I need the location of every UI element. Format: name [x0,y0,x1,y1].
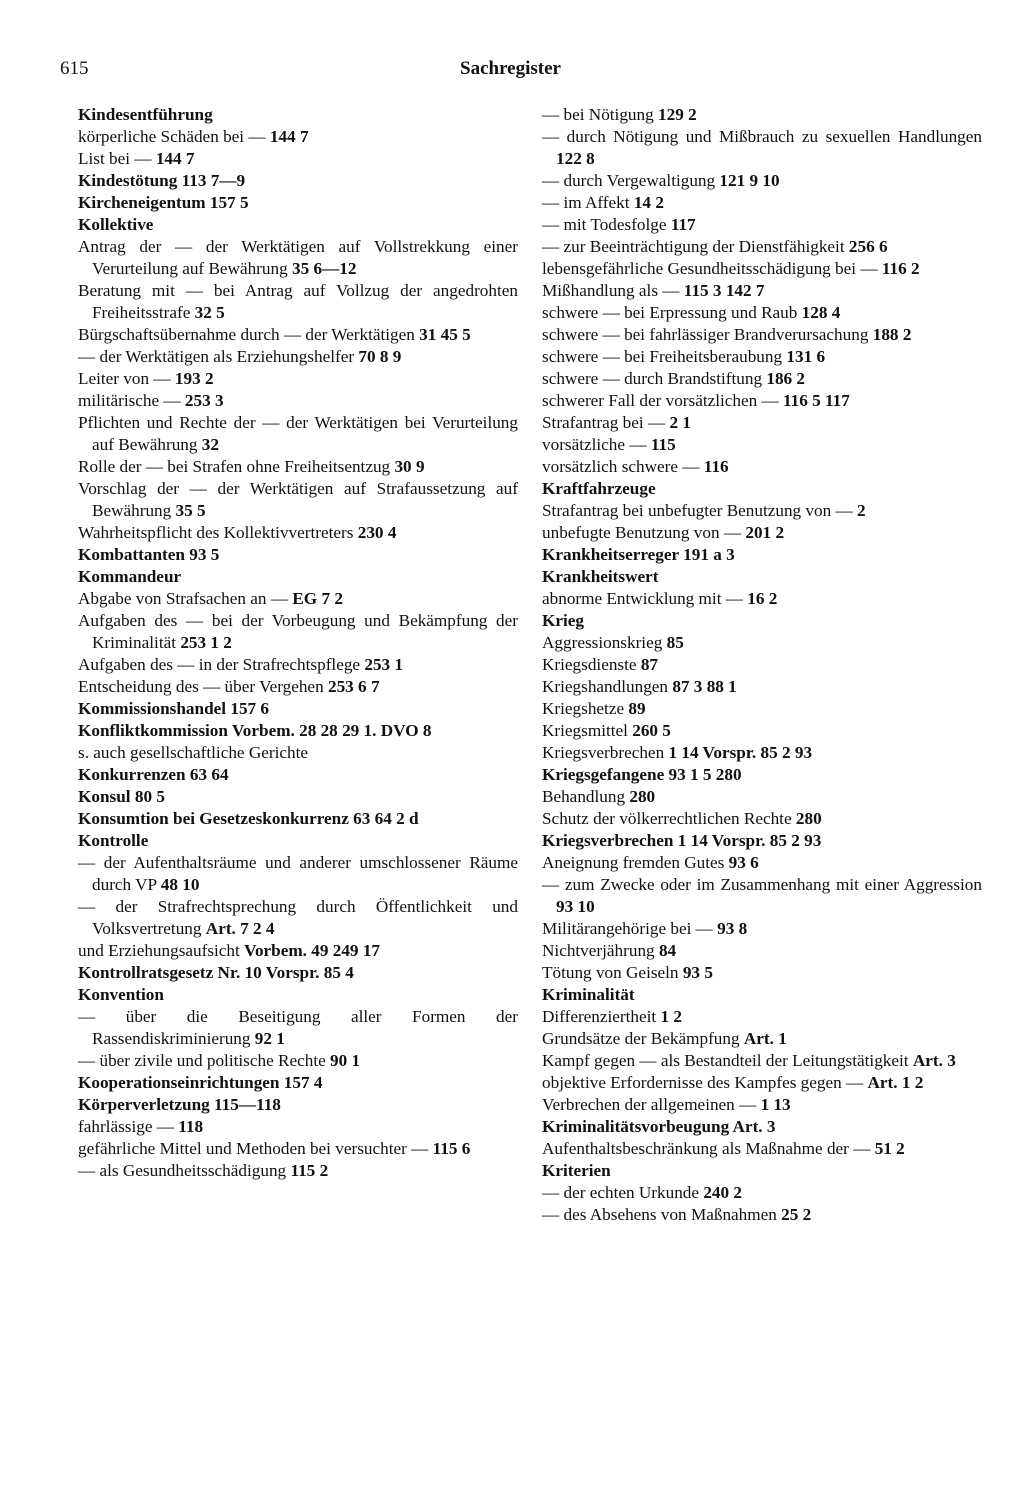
index-entry [542,632,982,654]
index-entry [542,390,982,412]
index-heading [78,808,518,830]
index-entry [542,456,982,478]
entry-term: Pflichten und Rechte der — der Werktätigen bei Verurteilung auf Bewährung [78,413,518,454]
entry-term: fahrlässige — [78,1117,174,1136]
entry-reference: 188 2 [872,325,912,344]
entry-term: Tötung von Geiseln [542,963,679,982]
entry-term: Konsumtion bei Gesetzeskonkurrenz [78,809,349,828]
entry-reference: 2 1 [669,413,691,432]
entry-reference: 93 5 [682,963,713,982]
index-heading [78,764,518,786]
entry-reference: 87 [640,655,658,674]
entry-reference: 93 6 [728,853,759,872]
index-entry [542,236,982,258]
entry-reference: 51 2 [874,1139,905,1158]
entry-reference: 63 64 2 d [353,809,419,828]
entry-term: Aufenthaltsbeschränkung als Maßnahme der — [542,1139,871,1158]
index-heading [78,830,518,852]
index-heading [542,566,982,588]
entry-reference: 93 8 [717,919,748,938]
index-entry [542,170,982,192]
index-entry [542,368,982,390]
entry-term: Beratung mit — bei Antrag auf Vollzug der angedrohten Freiheitsstrafe [78,281,518,322]
entry-term: Bürgschaftsübernahme durch — der Werktätigen [78,325,415,344]
entry-reference: 25 2 [781,1205,812,1224]
entry-reference: 280 [795,809,822,828]
entry-term: Konsul [78,787,131,806]
entry-term: — über die Beseitigung aller Formen der Rassendiskriminierung [78,1007,518,1048]
entry-term: Kriegsverbrechen [542,743,665,762]
entry-term: — der Werktätigen als Erziehungshelfer [78,347,355,366]
entry-term: Aggressionskrieg [542,633,663,652]
entry-reference: 193 2 [174,369,214,388]
entry-term: Militärangehörige bei — [542,919,713,938]
entry-reference: 16 2 [747,589,778,608]
entry-term: — bei Nötigung [542,105,654,124]
index-entry [542,258,982,280]
index-heading [78,214,518,236]
index-entry [542,962,982,984]
entry-reference: 129 2 [658,105,697,124]
index-entry [542,302,982,324]
entry-term: Kooperationseinrichtungen [78,1073,280,1092]
entry-term: Kraftfahrzeuge [542,479,656,498]
index-heading [78,698,518,720]
entry-term: Schutz der völkerrechtlichen Rechte [542,809,792,828]
index-entry [542,940,982,962]
index-heading [542,610,982,632]
page-header [60,58,960,88]
index-heading [78,170,518,192]
index-heading [542,1160,982,1182]
entry-reference: 201 2 [745,523,785,542]
entry-term: — im Affekt [542,193,630,212]
entry-reference: 253 1 [364,655,404,674]
entry-term: — zur Beeinträchtigung der Dienstfähigkeit [542,237,845,256]
entry-term: lebensgefährliche Gesundheitsschädigung bei — [542,259,878,278]
entry-reference: 157 5 [209,193,249,212]
entry-term: schwere — bei Erpressung und Raub [542,303,798,322]
entry-reference: 115 6 [432,1139,471,1158]
entry-term: — der echten Urkunde [542,1183,700,1202]
index-entry [78,676,518,698]
index-entry [542,1182,982,1204]
entry-reference: 113 7—9 [181,171,246,190]
index-entry [542,434,982,456]
entry-reference: 115—118 [214,1095,281,1114]
entry-term: Kircheneigentum [78,193,206,212]
index-entry [78,896,518,940]
index-heading [542,984,982,1006]
entry-term: körperliche Schäden bei — [78,127,266,146]
entry-reference: 14 2 [633,193,664,212]
entry-term: Krankheitserreger [542,545,679,564]
entry-reference: 115 3 142 7 [683,281,765,300]
entry-reference: 157 6 [230,699,270,718]
entry-reference: 93 5 [189,545,220,564]
entry-term: Konkurrenzen [78,765,186,784]
entry-term: Nichtverjährung [542,941,655,960]
index-entry [542,654,982,676]
entry-reference: 144 7 [269,127,309,146]
entry-reference: 90 1 [330,1051,361,1070]
entry-reference: 116 2 [881,259,920,278]
index-entry [542,1072,982,1094]
index-entry [542,588,982,610]
entry-reference: 35 5 [175,501,206,520]
entry-term: objektive Erfordernisse des Kampfes gegen — [542,1073,864,1092]
entry-term: Rolle der — bei Strafen ohne Freiheitsentzug [78,457,391,476]
entry-term: Kommissionshandel [78,699,227,718]
entry-reference: 280 [629,787,656,806]
index-entry [78,1006,518,1050]
entry-term: Kommandeur [78,567,182,586]
index-entry [78,654,518,676]
entry-term: Kindesentführung [78,105,213,124]
entry-reference: 131 6 [786,347,826,366]
entry-reference: 31 45 5 [419,325,471,344]
entry-term: Mißhandlung als — [542,281,680,300]
index-entry [542,192,982,214]
entry-reference: 93 10 [556,897,595,916]
entry-term: Kampf gegen — als Bestandteil der Leitungstätigkeit [542,1051,909,1070]
entry-term: Wahrheitspflicht des Kollektivvertreters [78,523,354,542]
index-heading [78,1072,518,1094]
index-entry [542,786,982,808]
entry-term: Kombattanten [78,545,185,564]
entry-term: — durch Vergewaltigung [542,171,716,190]
entry-reference: Vorbem. 49 249 17 [244,941,381,960]
index-heading [542,830,982,852]
entry-reference: 116 [703,457,729,476]
index-heading [542,478,982,500]
entry-term: schwere — bei Freiheitsberaubung [542,347,783,366]
index-entry [78,1160,518,1182]
entry-reference: 144 7 [155,149,195,168]
index-entry [542,1028,982,1050]
entry-term: Krieg [542,611,584,630]
index-entry [542,522,982,544]
index-entry [78,742,518,764]
entry-term: Aufgaben des — in der Strafrechtspflege [78,655,361,674]
index-entry [542,1006,982,1028]
entry-term: Kriegsverbrechen [542,831,674,850]
index-entry [542,324,982,346]
entry-reference: Art. 1 2 [867,1073,924,1092]
entry-reference: 260 5 [632,721,671,740]
entry-reference: 256 6 [848,237,888,256]
index-heading [542,1116,982,1138]
index-entry [78,940,518,962]
entry-reference: Art. 1 [743,1029,787,1048]
entry-term: Vorschlag der — der Werktätigen auf Strafaussetzung auf Bewährung [78,479,518,520]
index-entry [542,214,982,236]
entry-term: Krankheitswert [542,567,659,586]
index-heading [78,192,518,214]
index-heading [542,764,982,786]
entry-term: — durch Nötigung und Mißbrauch zu sexuellen Handlungen [542,127,982,146]
entry-reference: 253 1 2 [180,633,232,652]
index-entry [542,742,982,764]
entry-reference: 84 [658,941,677,960]
entry-reference: 191 a 3 [683,545,735,564]
entry-term: — zum Zwecke oder im Zusammenhang mit einer Aggression [542,875,982,894]
index-entry [78,390,518,412]
index-heading [78,720,518,742]
index-entry [78,1116,518,1138]
entry-term: — der Strafrechtsprechung durch Öffentlichkeit und Volksvertretung [78,897,518,938]
index-entry [542,412,982,434]
index-heading [78,786,518,808]
entry-reference: 87 3 88 1 [672,677,737,696]
entry-reference: Vorspr. 85 4 [265,963,354,982]
entry-term: — der Aufenthaltsräume und anderer umschlossener Räume durch VP [78,853,518,894]
entry-reference: 230 4 [357,523,397,542]
index-entry [78,236,518,280]
entry-term: Kindestötung [78,171,178,190]
entry-reference: 118 [178,1117,204,1136]
entry-term: Kollektive [78,215,154,234]
entry-reference: 48 10 [160,875,200,894]
index-entry [78,324,518,346]
entry-reference: 253 3 [184,391,224,410]
index-entry [542,280,982,302]
entry-reference: 30 9 [394,457,425,476]
entry-term: Leiter von — [78,369,171,388]
index-entry [542,720,982,742]
entry-reference: 1 13 [760,1095,791,1114]
entry-reference: 1 14 Vorspr. 85 2 93 [668,743,813,762]
entry-reference: 32 5 [194,303,225,322]
entry-reference: 80 5 [134,787,165,806]
entry-term: schwerer Fall der vorsätzlichen — [542,391,779,410]
index-entry [542,126,982,170]
index-entry [78,280,518,324]
entry-term: — als Gesundheitsschädigung [78,1161,287,1180]
index-entry [542,874,982,918]
entry-reference: 92 1 [254,1029,285,1048]
index-entry [78,522,518,544]
entry-term: schwere — durch Brandstiftung [542,369,763,388]
entry-term: gefährliche Mittel und Methoden bei versuchter — [78,1139,429,1158]
entry-term: Differenziertheit [542,1007,657,1026]
entry-term: und Erziehungsaufsicht [78,941,240,960]
entry-reference: 1 2 [660,1007,682,1026]
entry-reference: Art. 7 2 4 [205,919,275,938]
entry-term: abnorme Entwicklung mit — [542,589,743,608]
entry-term: Kriegsgefangene [542,765,665,784]
entry-term: Konvention [78,985,164,1004]
entry-term: Entscheidung des — über Vergehen [78,677,324,696]
index-entry [78,368,518,390]
entry-reference: 122 8 [556,149,595,168]
entry-term: Kriterien [542,1161,611,1180]
entry-term: s. auch gesellschaftliche Gerichte [78,743,309,762]
entry-term: Grundsätze der Bekämpfung [542,1029,740,1048]
entry-term: unbefugte Benutzung von — [542,523,742,542]
index-heading [78,1094,518,1116]
entry-reference: 157 4 [283,1073,323,1092]
index-heading [78,104,518,126]
entry-term: militärische — [78,391,181,410]
entry-reference: 93 1 5 280 [668,765,742,784]
index-heading [78,984,518,1006]
entry-term: Konfliktkommission [78,721,228,740]
entry-reference: 32 [201,435,219,454]
entry-term: Aneignung fremden Gutes [542,853,725,872]
index-entry [78,852,518,896]
index-entry [78,610,518,654]
entry-term: vorsätzliche — [542,435,647,454]
index-entry [542,918,982,940]
entry-term: — des Absehens von Maßnahmen [542,1205,777,1224]
entry-term: Kriegsmittel [542,721,628,740]
entry-term: Behandlung [542,787,626,806]
index-heading [542,544,982,566]
entry-term: schwere — bei fahrlässiger Brandverursachung [542,325,869,344]
index-entry [78,1138,518,1160]
entry-term: — über zivile und politische Rechte [78,1051,326,1070]
entry-reference: 116 5 117 [783,391,850,410]
index-entry [78,456,518,478]
entry-reference: 186 2 [766,369,806,388]
entry-term: Körperverletzung [78,1095,210,1114]
index-entry [542,1204,982,1226]
index-entry [542,500,982,522]
index-entry [78,478,518,522]
entry-term: Kriegshetze [542,699,625,718]
entry-reference: 1 14 Vorspr. 85 2 93 [677,831,822,850]
index-entry [78,412,518,456]
entry-term: Kriegshandlungen [542,677,669,696]
index-heading [78,962,518,984]
index-entry [542,1138,982,1160]
entry-reference: 128 4 [801,303,841,322]
index-entry [542,1050,982,1072]
entry-reference: Vorbem. 28 28 29 1. DVO 8 [231,721,432,740]
running-title: Sachregister [460,58,561,79]
index-heading [78,566,518,588]
index-entry [78,126,518,148]
entry-term: Abgabe von Strafsachen an — [78,589,289,608]
entry-term: Aufgaben des — bei der Vorbeugung und Bekämpfung der Kriminalität [78,611,518,652]
index-entry [542,1094,982,1116]
entry-reference: 35 6—12 [291,259,357,278]
entry-reference: 85 [666,633,684,652]
index-entry [78,148,518,170]
entry-term: vorsätzlich schwere — [542,457,700,476]
entry-term: Kriminalitätsvorbeugung [542,1117,730,1136]
index-entry [542,698,982,720]
page-number: 615 [60,58,89,79]
entry-reference: 63 64 [189,765,229,784]
entry-term: Kontrollratsgesetz Nr. 10 [78,963,262,982]
entry-term: Verbrechen der allgemeinen — [542,1095,757,1114]
entry-reference: 115 2 [290,1161,329,1180]
entry-reference: 70 8 9 [358,347,402,366]
entry-term: Kontrolle [78,831,149,850]
index-entry [78,588,518,610]
entry-term: Antrag der — der Werktätigen auf Vollstrekkung einer Verurteilung auf Bewährung [78,237,518,278]
index-entry [542,808,982,830]
entry-reference: 117 [670,215,696,234]
entry-reference: 115 [650,435,676,454]
entry-term: Kriminalität [542,985,635,1004]
entry-reference: Art. 3 [732,1117,776,1136]
index-entry [542,852,982,874]
entry-reference: Art. 3 [912,1051,956,1070]
entry-term: List bei — [78,149,152,168]
index-entry [78,346,518,368]
entry-reference: 240 2 [703,1183,742,1202]
index-column-right [542,104,982,1226]
entry-term: Strafantrag bei — [542,413,666,432]
index-entry [78,1050,518,1072]
index-column-left [78,104,518,1182]
entry-reference: 253 6 7 [327,677,380,696]
index-entry [542,104,982,126]
entry-term: Kriegsdienste [542,655,637,674]
index-entry [542,676,982,698]
entry-term: Strafantrag bei unbefugter Benutzung von — [542,501,853,520]
entry-reference: EG 7 2 [292,589,343,608]
entry-reference: 89 [628,699,646,718]
index-heading [78,544,518,566]
entry-reference: 2 [857,501,866,520]
index-entry [542,346,982,368]
entry-reference: 121 9 10 [719,171,780,190]
entry-term: — mit Todesfolge [542,215,667,234]
